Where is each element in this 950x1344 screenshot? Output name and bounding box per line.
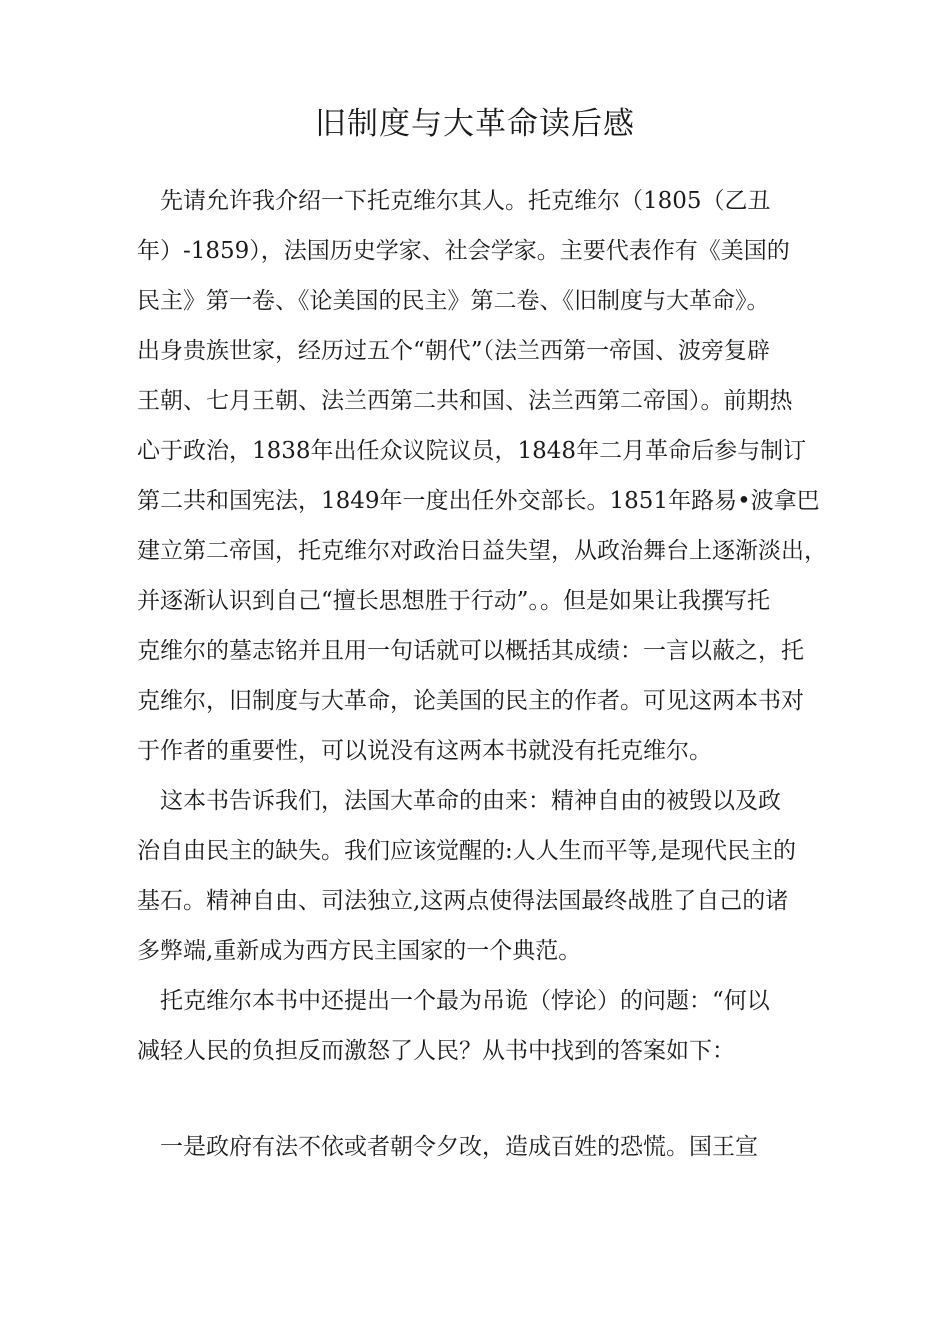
text-line: 出身贵族世家，经历过五个“朝代”（法兰西第一帝国、波旁复辟 <box>137 338 771 364</box>
text-line: 托克维尔本书中还提出一个最为吊诡（悖论）的问题：“何以 <box>137 988 770 1014</box>
text-line: 减轻人民的负担反而激怒了人民？从书中找到的答案如下： <box>137 1038 735 1064</box>
text-line: 基石。精神自由、司法独立,这两点使得法国最终战胜了自己的诸 <box>137 888 789 914</box>
text-line: 克维尔，旧制度与大革命，论美国的民主的作者。可见这两本书对 <box>137 688 804 714</box>
text-line: 这本书告诉我们，法国大革命的由来：精神自由的被毁以及政 <box>137 788 781 814</box>
text-line: 多弊端,重新成为西方民主国家的一个典范。 <box>137 938 582 964</box>
text-line: 王朝、七月王朝、法兰西第二共和国、法兰西第二帝国）。前期热 <box>137 388 793 414</box>
text-line: 并逐渐认识到自己“擅长思想胜于行动”。。但是如果让我撰写托 <box>137 588 771 614</box>
text-line: 第二共和国宪法，1849年一度出任外交部长。1851年路易•波拿巴 <box>137 488 820 514</box>
text-line: 民主》第一卷、《论美国的民主》第二卷、《旧制度与大革命》。 <box>137 288 770 314</box>
text-line: 治自由民主的缺失。我们应该觉醒的:人人生而平等,是现代民主的 <box>137 838 797 864</box>
text-line: 年）-1859），法国历史学家、社会学家。主要代表作有《美国的 <box>137 238 790 264</box>
text-line: 一是政府有法不依或者朝令夕改，造成百姓的恐慌。国王宣 <box>137 1134 758 1160</box>
page-title: 旧制度与大革命读后感 <box>315 106 635 142</box>
text-line: 先请允许我介绍一下托克维尔其人。托克维尔（1805（乙丑 <box>137 188 771 214</box>
text-line: 建立第二帝国，托克维尔对政治日益失望，从政治舞台上逐渐淡出， <box>137 538 827 564</box>
text-line: 克维尔的墓志铭并且用一句话就可以概括其成绩：一言以蔽之，托 <box>137 638 804 664</box>
text-line: 于作者的重要性，可以说没有这两本书就没有托克维尔。 <box>137 738 712 764</box>
text-line: 心于政治，1838年出任众议院议员，1848年二月革命后参与制订 <box>137 438 807 464</box>
